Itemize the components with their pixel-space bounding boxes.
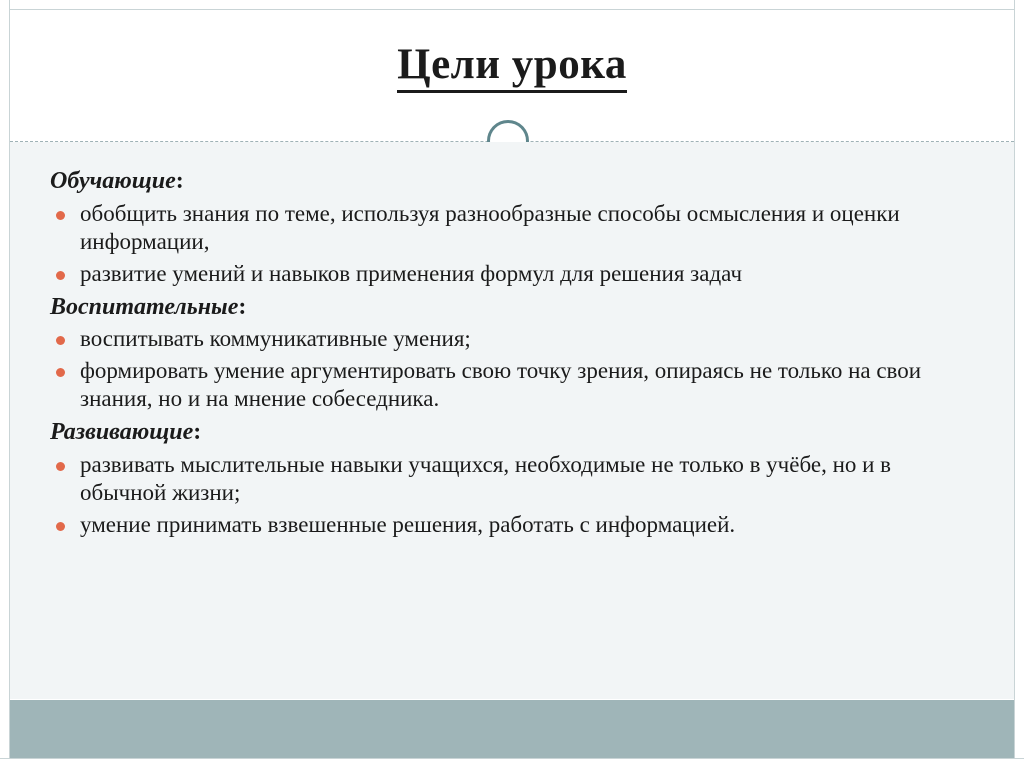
slide-frame-bottom: [0, 758, 1024, 767]
bullet-list-razvivayushchie: [38, 451, 974, 539]
list-item: формировать умение аргументировать свою точку зрения, опираясь не только на свои знания, но и на мнение собеседника.: [38, 357, 974, 413]
group-heading-colon: :: [193, 419, 202, 446]
list-item: развивать мыслительные навыки учащихся, необходимые не только в учёбе, но и в обычной жизни;: [38, 451, 974, 507]
group-heading-text: Воспитательные: [50, 293, 239, 320]
group-heading-text: Развивающие: [50, 419, 194, 446]
title-band: [10, 10, 1014, 138]
bullet-list-obuchayushchie: [38, 200, 974, 288]
slide-frame-top: [0, 0, 1024, 10]
footer-band: [10, 700, 1014, 758]
list-item: воспитывать коммуникативные умения;: [38, 325, 974, 353]
page-title: [10, 40, 1014, 89]
list-item: умение принимать взвешенные решения, работать с информацией.: [38, 511, 974, 539]
content-area: [10, 142, 1014, 699]
group-heading-razvivayushchie: [50, 419, 974, 447]
group-heading-colon: :: [238, 293, 247, 320]
page-title-text: Цели урока: [397, 41, 627, 93]
group-heading-vospitatelnye: [50, 294, 974, 322]
group-heading-text: Обучающие: [50, 168, 176, 194]
slide-frame-right: [1014, 0, 1024, 767]
list-item: обобщить знания по теме, используя разнообразные способы осмысления и оценки информации,: [38, 200, 974, 256]
list-item: развитие умений и навыков применения формул для решения задач: [38, 260, 974, 288]
group-heading-colon: :: [175, 168, 184, 194]
slide-frame-left: [0, 0, 10, 767]
group-heading-obuchayushchie: [50, 168, 974, 196]
bullet-list-vospitatelnye: [38, 325, 974, 413]
